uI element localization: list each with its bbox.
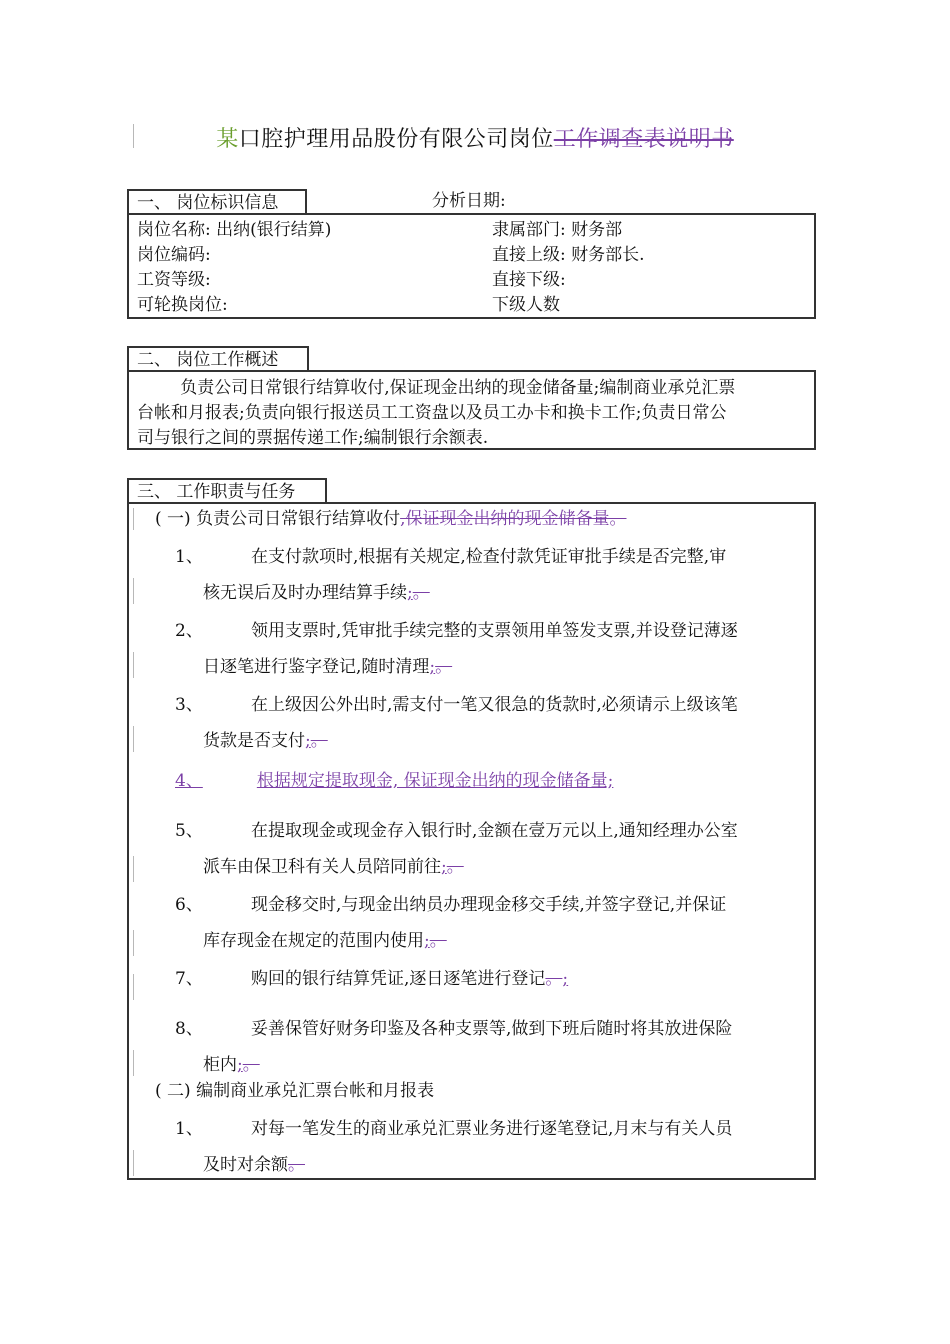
deleted-mark: 。 bbox=[288, 1155, 305, 1175]
duty-text: 购回的银行结算凭证,逐日逐笔进行登记 bbox=[251, 969, 546, 989]
duty-item-line2 bbox=[203, 578, 430, 608]
duty-item-line1: 妥善保管好财务印鉴及各种支票等,做到下班后随时将其放进保险 bbox=[251, 1019, 733, 1039]
duty-item-line2 bbox=[203, 652, 452, 682]
position-code: 岗位编码: bbox=[137, 245, 211, 265]
revision-bar bbox=[133, 578, 134, 604]
deleted-mark: 。 bbox=[545, 969, 563, 989]
revision-bar bbox=[133, 930, 134, 956]
group1-heading bbox=[155, 504, 626, 534]
direct-superior: 直接上级: 财务部长. bbox=[492, 245, 645, 265]
duty-item-line1: 在支付款项时,根据有关规定,检查付款凭证审批手续是否完整,审 bbox=[251, 547, 727, 567]
salary-grade: 工资等级: bbox=[137, 270, 211, 290]
inserted-mark: ; bbox=[407, 583, 413, 603]
subordinate-count: 下级人数 bbox=[492, 295, 560, 315]
duty-text: 日逐笔进行鉴字登记,随时清理 bbox=[203, 657, 430, 677]
title-main: 口腔护理用品股份有限公司岗位 bbox=[238, 127, 554, 152]
title-tracked: 工作调查表说明书 bbox=[553, 127, 734, 152]
direct-subordinate: 直接下级: bbox=[492, 270, 566, 290]
section2-tab: 二、 岗位工作概述 bbox=[127, 346, 309, 370]
duty-text: 货款是否支付 bbox=[203, 731, 305, 751]
revision-bar bbox=[133, 508, 134, 530]
duty-item-line2 bbox=[203, 1150, 305, 1180]
section2-box bbox=[127, 370, 816, 450]
duty-item-number: 8、 bbox=[175, 1019, 203, 1039]
revision-bar bbox=[133, 1150, 134, 1176]
summary-line-1: 负责公司日常银行结算收付,保证现金出纳的现金储备量;编制商业承兑汇票 bbox=[137, 378, 736, 398]
section3-tab: 三、 工作职责与任务 bbox=[127, 478, 327, 502]
summary-line-3: 司与银行之间的票据传递工作;编制银行余额表. bbox=[137, 428, 489, 448]
duty-item-number: 4、 bbox=[175, 771, 203, 791]
title-prefix: 某 bbox=[216, 127, 239, 152]
duty-item-number: 1、 bbox=[175, 547, 203, 567]
duty-text: 柜内 bbox=[203, 1055, 237, 1075]
revision-bar bbox=[133, 652, 134, 678]
inserted-mark: ; bbox=[562, 969, 569, 989]
inserted-mark: ; bbox=[305, 731, 311, 751]
duty-item-line1: 在上级因公外出时,需支付一笔又很急的货款时,必须请示上级该笔 bbox=[251, 695, 738, 715]
deleted-mark: 。 bbox=[310, 731, 328, 751]
duty-text: 库存现金在规定的范围内使用 bbox=[203, 931, 424, 951]
duty-item-line2 bbox=[203, 926, 447, 956]
duty-item-line1: 现金移交时,与现金出纳员办理现金移交手续,并签字登记,并保证 bbox=[251, 895, 727, 915]
deleted-mark: 。 bbox=[446, 857, 464, 877]
revision-bar bbox=[133, 1050, 134, 1076]
duty-item-inserted bbox=[175, 766, 672, 796]
summary-line-2: 台帐和月报表;负责向银行报送员工工资盘以及员工办卡和换卡工作;负责日常公 bbox=[137, 403, 727, 423]
revision-bar bbox=[133, 726, 134, 752]
duty-text: 核无误后及时办理结算手续 bbox=[203, 583, 407, 603]
duty-text: 根据规定提取现金, 保证现金出纳的现金储备量; bbox=[256, 771, 614, 791]
group1-heading-deleted: ,保证现金出纳的现金储备量。 bbox=[400, 509, 627, 529]
duty-item-number: 5、 bbox=[175, 821, 203, 841]
inserted-mark: ; bbox=[237, 1055, 243, 1075]
analysis-date-label: 分析日期: bbox=[432, 191, 506, 211]
section1-box bbox=[127, 213, 816, 319]
duty-item-number: 3、 bbox=[175, 695, 203, 715]
position-name: 岗位名称: 出纳(银行结算) bbox=[137, 220, 332, 240]
revision-bar bbox=[133, 974, 134, 1000]
duty-item-number: 1、 bbox=[175, 1119, 203, 1139]
deleted-mark: 。 bbox=[435, 657, 453, 677]
page-title bbox=[0, 122, 950, 153]
rotatable-position: 可轮换岗位: bbox=[137, 295, 228, 315]
inserted-mark: ; bbox=[441, 857, 447, 877]
deleted-mark: 。 bbox=[429, 931, 447, 951]
duty-item-line2 bbox=[203, 726, 328, 756]
deleted-mark: 。 bbox=[412, 583, 430, 603]
duty-item-number: 7、 bbox=[175, 969, 203, 989]
duty-item-line2 bbox=[203, 852, 464, 882]
department: 隶属部门: 财务部 bbox=[492, 220, 623, 240]
duty-text: 派车由保卫科有关人员陪同前往 bbox=[203, 857, 441, 877]
section1-tab: 一、 岗位标识信息 bbox=[127, 189, 307, 213]
deleted-mark: 。 bbox=[242, 1055, 260, 1075]
duty-item-number: 2、 bbox=[175, 621, 203, 641]
group1-heading-text: ( 一) 负责公司日常银行结算收付 bbox=[155, 509, 401, 529]
duty-item-line1 bbox=[251, 964, 568, 994]
duty-text: 及时对余额 bbox=[203, 1155, 288, 1175]
duty-item-line1: 对每一笔发生的商业承兑汇票业务进行逐笔登记,月末与有关人员 bbox=[251, 1119, 733, 1139]
revision-bar bbox=[133, 856, 134, 882]
inserted-mark: ; bbox=[429, 657, 436, 677]
duty-item-number: 6、 bbox=[175, 895, 203, 915]
duty-item-line1: 领用支票时,凭审批手续完整的支票领用单签发支票,并设登记薄逐 bbox=[251, 621, 738, 641]
inserted-mark: ; bbox=[424, 931, 430, 951]
duty-item-line1: 在提取现金或现金存入银行时,金额在壹万元以上,通知经理办公室 bbox=[251, 821, 738, 841]
group2-heading: ( 二) 编制商业承兑汇票台帐和月报表 bbox=[155, 1081, 435, 1101]
